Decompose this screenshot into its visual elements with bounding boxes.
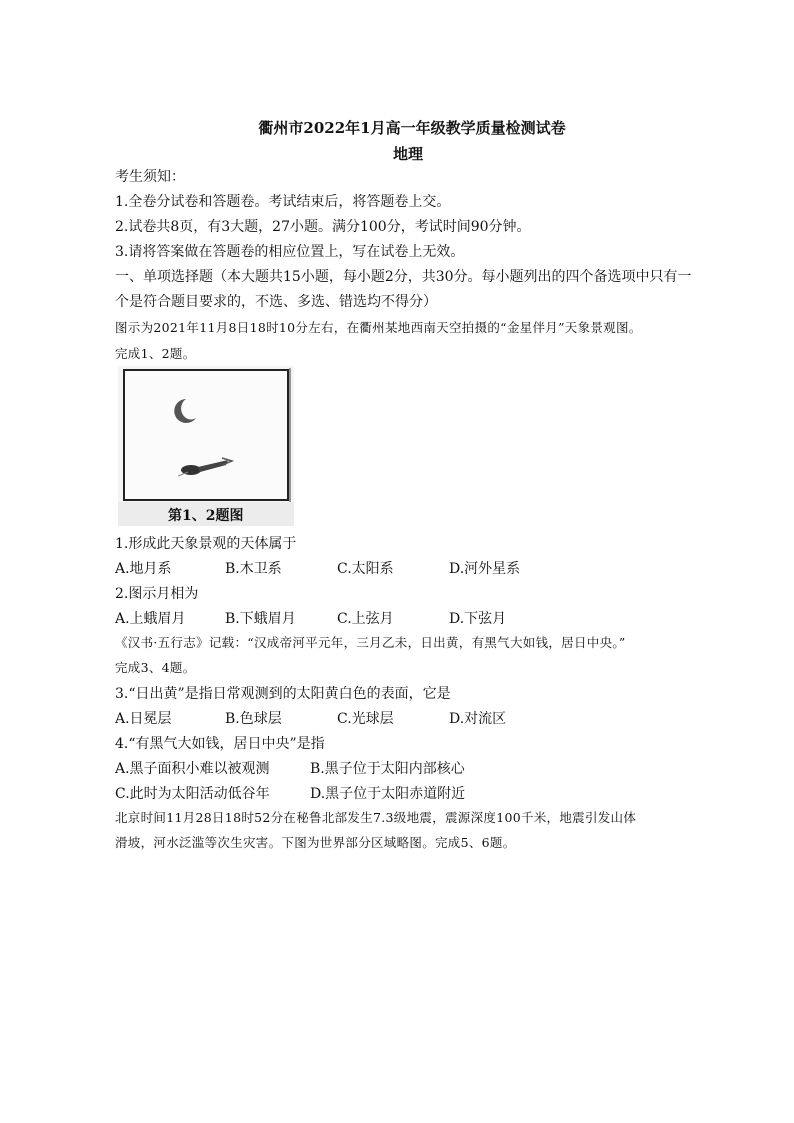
q4-option-d[interactable]: D.黑子位于太阳赤道附近 <box>310 786 466 802</box>
q1-option-b[interactable]: B.木卫系 <box>225 561 282 577</box>
q2-stem: 2.图示月相为 <box>115 586 199 602</box>
passage3-line2: 滑坡，河水泛滥等次生灾害。下图为世界部分区域略图。完成5、6题。 <box>115 835 516 850</box>
q1-stem: 1.形成此天象景观的天体属于 <box>115 536 297 552</box>
q1-option-a[interactable]: A.地月系 <box>115 561 172 577</box>
q3-stem: 3.“日出黄”是指日常观测到的太阳黄白色的表面，它是 <box>115 686 451 702</box>
q2-option-d[interactable]: D.下弦月 <box>449 611 507 627</box>
notice-heading: 考生须知： <box>115 169 185 185</box>
q4-option-b[interactable]: B.黑子位于太阳内部核心 <box>310 761 465 777</box>
notice-item-1: 1.全卷分试卷和答题卷。考试结束后，将答题卷上交。 <box>115 194 451 210</box>
passage1-line2: 完成1、2题。 <box>115 346 196 361</box>
q2-option-b[interactable]: B.下蛾眉月 <box>225 611 296 627</box>
notice-item-3: 3.请将答案做在答题卷的相应位置上，写在试卷上无效。 <box>115 244 465 260</box>
q4-option-a[interactable]: A.黑子面积小难以被观测 <box>115 761 270 777</box>
section-heading-line1: 一、单项选择题（本大题共15小题，每小题2分，共30分。每小题列出的四个备选项中只有一 <box>115 269 692 285</box>
q3-option-d[interactable]: D.对流区 <box>449 711 507 727</box>
section-heading-line2: 个是符合题目要求的，不选、多选、错选均不得分） <box>115 294 437 310</box>
q4-option-c[interactable]: C.此时为太阳活动低谷年 <box>115 786 270 802</box>
q3-option-b[interactable]: B.色球层 <box>225 711 282 727</box>
notice-item-2: 2.试卷共8页，有3大题，27小题。满分100分，考试时间90分钟。 <box>115 219 531 235</box>
passage2-line2: 完成3、4题。 <box>115 660 196 675</box>
q2-option-a[interactable]: A.上蛾眉月 <box>115 611 186 627</box>
exam-title: 衢州市2022年1月高一年级教学质量检测试卷 <box>258 119 566 137</box>
figure-caption: 第1、2题图 <box>168 508 244 524</box>
q1-option-d[interactable]: D.河外星系 <box>449 561 521 577</box>
q4-stem: 4.“有黑气大如钱，居日中央”是指 <box>115 736 325 752</box>
q1-option-c[interactable]: C.太阳系 <box>337 561 394 577</box>
q2-option-c[interactable]: C.上弦月 <box>337 611 394 627</box>
venus-moon-photo <box>118 366 294 526</box>
q3-option-c[interactable]: C.光球层 <box>337 711 394 727</box>
passage2-line1: 《汉书·五行志》记载：“汉成帝河平元年，三月乙未，日出黄，有黑气大如钱，居日中央。” <box>115 635 626 650</box>
subject-title: 地理 <box>392 145 423 163</box>
passage3-line1: 北京时间11月28日18时52分在秘鲁北部发生7.3级地震，震源深度100千米，地震引发山体 <box>115 810 637 825</box>
passage1-line1: 图示为2021年11月8日18时10分左右，在衢州某地西南天空拍摄的“金星伴月”天象景观图。 <box>115 320 642 335</box>
venus-moon-figure <box>118 366 294 526</box>
q3-option-a[interactable]: A.日冕层 <box>115 711 172 727</box>
